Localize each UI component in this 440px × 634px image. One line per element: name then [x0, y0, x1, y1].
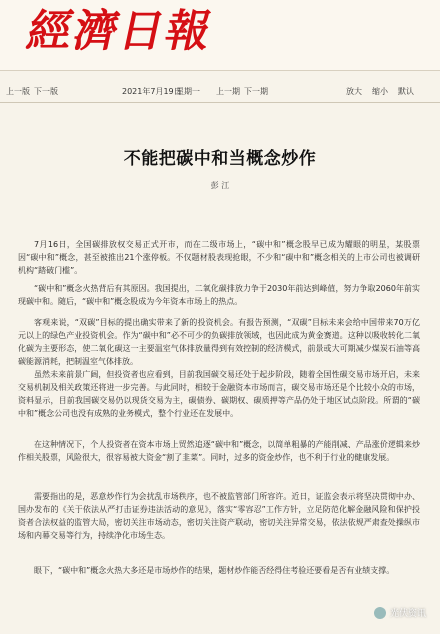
zoom-out-link[interactable]: 缩小 — [372, 87, 388, 96]
wechat-icon — [374, 607, 386, 619]
article-paragraph: 需要指出的是，恶意炒作行为会扰乱市场秩序，也不被监管部门所容许。近日，证监会表示将坚决贯彻中办、国办发布的《关于依法从严打击证券违法活动的意见》，落实“零容忍”工作方针，立足防范化解金融风险和保护投资者合法权益的监管大局，密切关注市场动态，密切关注资产联动，密切关注异常交易，依法依规严肃查处操纵市场和内幕交易等行为，持续净化市场生态。 — [18, 492, 420, 540]
edition-navbar — [0, 84, 440, 100]
prev-edition-link[interactable]: 上一版 — [6, 87, 30, 96]
issue-weekday: 星期一 — [176, 87, 200, 96]
default-size-link[interactable]: 默认 — [398, 87, 414, 96]
masthead — [0, 0, 440, 71]
issue-date: 2021年7月19日 — [122, 87, 182, 96]
article-paragraph: 虽然未来前景广阔，但投资者也应看到，目前我国碳交易还处于起步阶段，随着全国性碳交易市场开启，未来交易机制及相关政策还将进一步完善。与此同时，相较于金融资本市场而言，碳交易市场还是个比较小众的市场，资料显示，目前我国碳交易仍以现货交易为主，碳债券、碳期权、碳质押等产品仍处于地区试点阶段。所谓的“碳中和”概念公司也没有成熟的业务模式，整个行业还在发展中。 — [18, 370, 420, 418]
zoom-in-link[interactable]: 放大 — [346, 87, 362, 96]
article-title: 不能把碳中和当概念炒作 — [123, 149, 317, 169]
article-paragraph: 7月16日，全国碳排放权交易正式开市，而在二级市场上，“碳中和”概念股早已成为耀眼的明星，某股票因“碳中和”概念，甚至被推出21个涨停板。不仅题材股表现抢眼，不少和“碳中和”概念相关的上市公司也被调研机构“踏破门槛”。 — [18, 240, 420, 275]
next-edition-link[interactable]: 下一版 — [34, 87, 58, 96]
newspaper-logo: 經濟日報 — [22, 6, 218, 57]
article-paragraph: “碳中和”概念火热背后有其原因。我国提出，二氧化碳排放力争于2030年前达到峰值，努力争取2060年前实现碳中和。随后，“碳中和”概念股成为今年资本市场上的热点。 — [18, 284, 420, 306]
watermark — [374, 606, 426, 619]
watermark-text: 光伏资讯 — [389, 609, 426, 619]
article-paragraph: 客观来说，“双碳”目标的提出确实带来了新的投资机会。有报告预测，“双碳”目标未来会给中国带来70万亿元以上的绿色产业投资机会。作为“碳中和”必不可少的负碳排放领域，也因此成为黄金赛道。这种以吸收转化二氧化碳为主要形态，使二氧化碳这一主要温室气体排放量得到有效控制的经济模式，前景或大可期减少煤炭石油等高碳能源消耗，把制温室气体排放。 — [18, 318, 420, 366]
next-issue-link[interactable]: 下一期 — [244, 87, 268, 96]
article-paragraph: 眼下，“碳中和”概念火热大多还是市场炒作的结果，题材炒作能否经得住考验还要看是否有业绩支撑。 — [34, 566, 395, 575]
article-paragraph: 在这种情况下，个人投资者在资本市场上贸然追逐“碳中和”概念，以简单粗暴的产能削减、产品涨价逻辑来炒作相关股票，风险很大，很容易被大资金“割了韭菜”。同时，过多的资金炒作，也不利于行业的健康发展。 — [18, 440, 420, 462]
prev-issue-link[interactable]: 上一期 — [216, 87, 240, 96]
nav-divider — [0, 102, 440, 103]
article-author: 彭 江 — [210, 181, 230, 190]
